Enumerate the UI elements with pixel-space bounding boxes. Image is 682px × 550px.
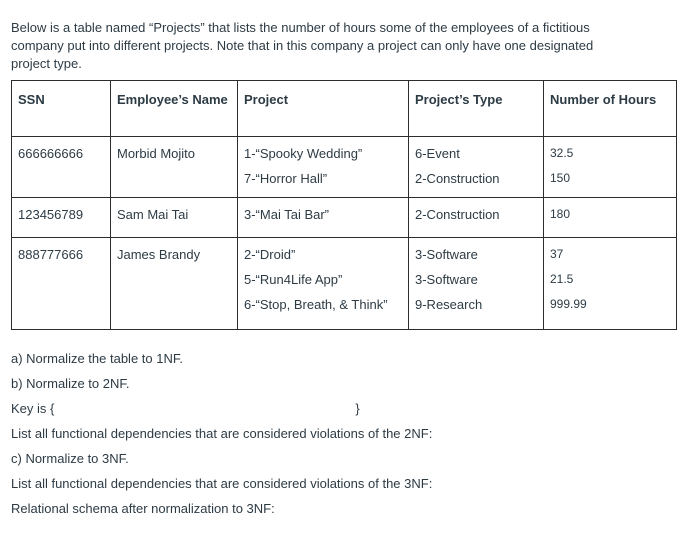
- hours-value: 21.5: [550, 272, 574, 286]
- hours-value: 999.99: [550, 297, 587, 311]
- key-open-text: Key is {: [11, 401, 55, 416]
- project-type-value: 2-Construction: [415, 207, 500, 222]
- projects-table: [11, 80, 677, 330]
- project-type-value: 6-Event: [415, 146, 460, 161]
- hours-value: 37: [550, 247, 564, 261]
- table-row: [12, 137, 677, 198]
- hours-cell: [544, 198, 677, 238]
- questions-section: [11, 346, 671, 521]
- employee-name-value: Morbid Mojito: [117, 146, 196, 161]
- intro-line: company put into different projects. Note that in this company a project can only have one designated: [11, 38, 594, 53]
- header-project-type: Project’s Type: [409, 81, 544, 137]
- ssn-value: 888777666: [18, 247, 84, 262]
- hours-cell: [544, 238, 677, 330]
- project-value: 7-“Horror Hall”: [244, 171, 328, 186]
- project-value: 3-“Mai Tai Bar”: [244, 207, 330, 222]
- employee-name-value: James Brandy: [117, 247, 201, 262]
- header-project: Project: [238, 81, 409, 137]
- name-cell: [111, 198, 238, 238]
- project-type-value: 2-Construction: [415, 171, 500, 186]
- question-b: b) Normalize to 2NF.: [11, 376, 130, 391]
- project-type-value: 9-Research: [415, 297, 483, 312]
- table-row: [12, 238, 677, 330]
- ssn-value: 123456789: [18, 207, 84, 222]
- type-cell: [409, 238, 544, 330]
- schema-prompt: Relational schema after normalization to 3NF:: [11, 501, 275, 516]
- type-cell: [409, 137, 544, 198]
- fd-2nf-prompt: List all functional dependencies that are considered violations of the 2NF:: [11, 426, 433, 441]
- project-type-value: 3-Software: [415, 272, 478, 287]
- hours-value: 32.5: [550, 146, 574, 160]
- question-c: c) Normalize to 3NF.: [11, 451, 129, 466]
- ssn-value: 666666666: [18, 146, 84, 161]
- hours-value: 150: [550, 171, 571, 185]
- table-header-row: [12, 81, 677, 137]
- project-type-value: 3-Software: [415, 247, 478, 262]
- header-ssn: SSN: [12, 81, 111, 137]
- employee-name-value: Sam Mai Tai: [117, 207, 189, 222]
- header-hours: Number of Hours: [544, 81, 677, 137]
- intro-paragraph: [11, 19, 671, 73]
- type-cell: [409, 198, 544, 238]
- name-cell: [111, 238, 238, 330]
- key-close-text: }: [355, 401, 360, 416]
- project-value: 1-“Spooky Wedding”: [244, 146, 363, 161]
- project-cell: [238, 137, 409, 198]
- ssn-cell: [12, 198, 111, 238]
- name-cell: [111, 137, 238, 198]
- project-value: 5-“Run4Life App”: [244, 272, 343, 287]
- project-value: 2-“Droid”: [244, 247, 296, 262]
- header-employee-name: Employee’s Name: [111, 81, 238, 137]
- project-cell: [238, 198, 409, 238]
- ssn-cell: [12, 238, 111, 330]
- intro-line: project type.: [11, 56, 82, 71]
- ssn-cell: [12, 137, 111, 198]
- key-line: [11, 396, 671, 421]
- question-a: a) Normalize the table to 1NF.: [11, 351, 183, 366]
- project-cell: [238, 238, 409, 330]
- intro-line: Below is a table named “Projects” that lists the number of hours some of the employees of a fictitious: [11, 20, 590, 35]
- fd-3nf-prompt: List all functional dependencies that are considered violations of the 3NF:: [11, 476, 433, 491]
- hours-value: 180: [550, 207, 571, 221]
- project-value: 6-“Stop, Breath, & Think”: [244, 297, 388, 312]
- hours-cell: [544, 137, 677, 198]
- table-row: [12, 198, 677, 238]
